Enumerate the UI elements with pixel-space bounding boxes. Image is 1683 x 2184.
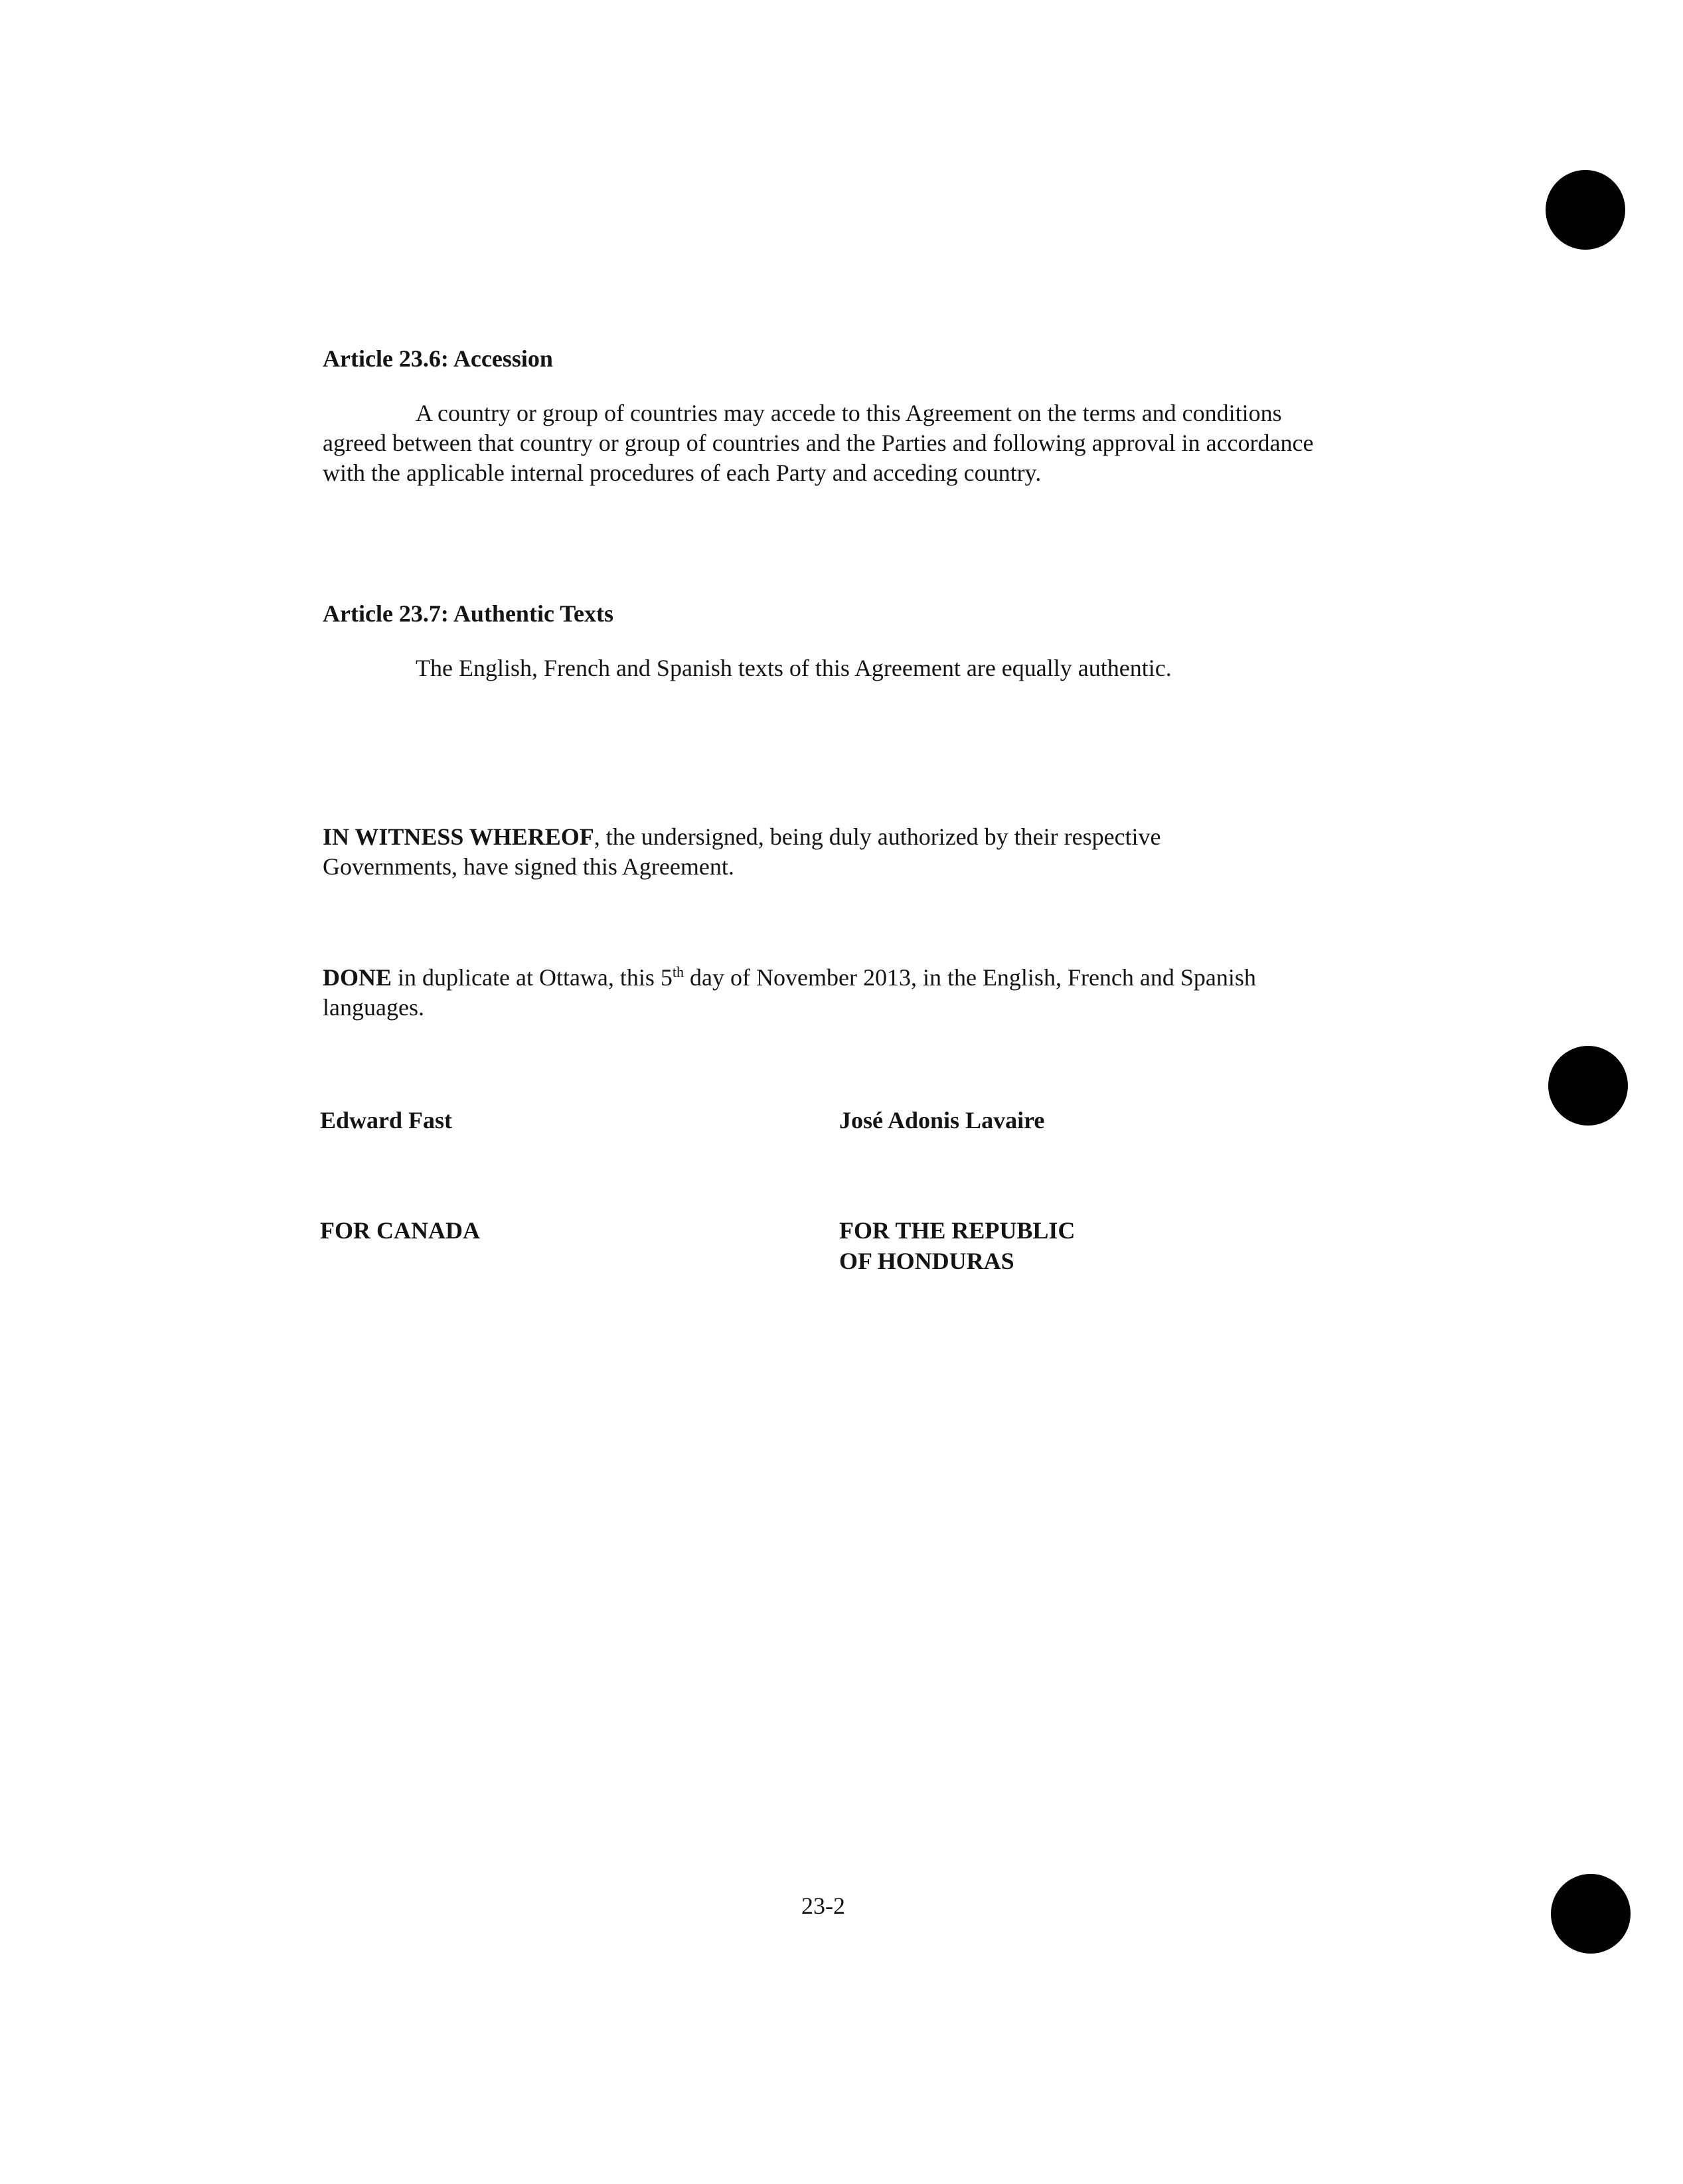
done-lead: DONE: [323, 964, 392, 991]
signatory-right-party: [839, 1215, 1075, 1276]
signatory-right-party-line2: OF HONDURAS: [839, 1248, 1014, 1274]
signatory-left-party: FOR CANADA: [320, 1217, 480, 1244]
punch-hole-top: [1546, 170, 1625, 250]
article-23-7-body: The English, French and Spanish texts of this Agreement are equally authentic.: [416, 655, 1172, 681]
article-23-7-heading: Article 23.7: Authentic Texts: [323, 600, 613, 627]
witness-text: , the undersigned, being duly authorized by their respective Governments, have signed this Agreement.: [323, 823, 1161, 880]
witness-clause: [323, 822, 1292, 882]
done-text-after: day of November 2013, in the English, French and Spanish languages.: [323, 964, 1256, 1021]
done-clause: [323, 963, 1358, 1023]
done-text-before: in duplicate at Ottawa, this 5: [392, 964, 673, 991]
signatory-left-name: Edward Fast: [320, 1107, 453, 1134]
signatory-right-name: José Adonis Lavaire: [839, 1107, 1045, 1134]
signatory-right-party-line1: FOR THE REPUBLIC: [839, 1217, 1076, 1244]
page-number: 23-2: [801, 1892, 845, 1919]
witness-lead: IN WITNESS WHEREOF: [323, 823, 594, 850]
article-23-6-heading: Article 23.6: Accession: [323, 345, 553, 372]
punch-hole-middle: [1548, 1046, 1628, 1126]
done-ordinal: th: [672, 964, 684, 980]
article-23-6-body: A country or group of countries may accede to this Agreement on the terms and conditions agreed between that country or group of countries and the Parties and following approval in accordance with the applicable internal procedures of each Party and acceding country.: [323, 400, 1314, 486]
